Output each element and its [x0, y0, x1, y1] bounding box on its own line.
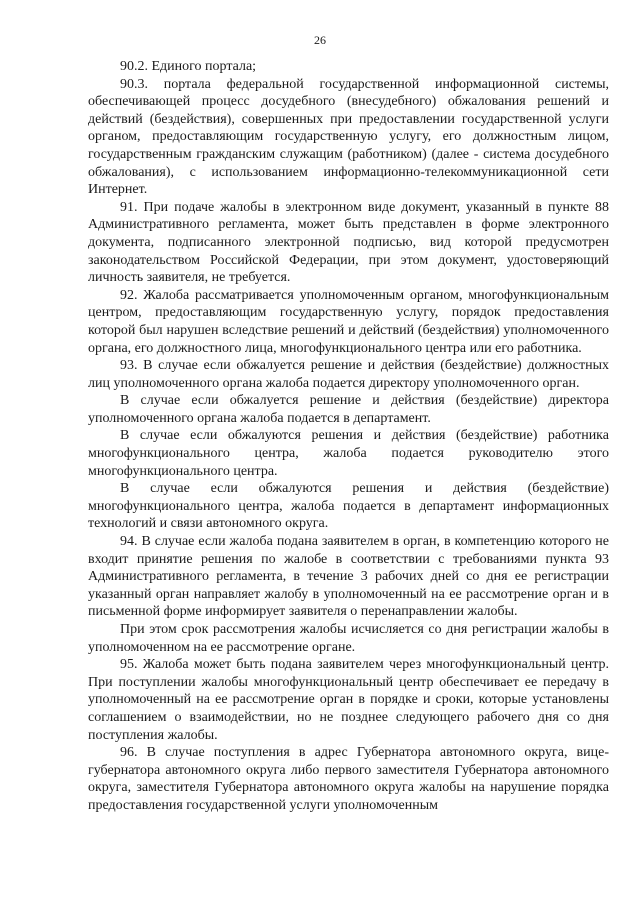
- paragraph: 91. При подаче жалобы в электронном виде документ, указанный в пункте 88 Административного регламента, может быть представлен в форме электронного документа, подписанного электронной подписью, вид которой предусмотрен законодательством Российской Федерации, при этом документ, удостоверяющий личность заявителя, не требуется.: [88, 199, 609, 286]
- paragraph: 94. В случае если жалоба подана заявителем в орган, в компетенцию которого не входит принятие решения по жалобе в соответствии с требованиями пункта 93 Административного регламента, в течение 3 рабочих дней со дня ее регистрации указанный орган направляет жалобу в уполномоченный на ее рассмотрение орган и в письменной форме информирует заявителя о перенаправлении жалобы.: [88, 534, 609, 620]
- paragraph: 90.3. портала федеральной государственной информационной системы, обеспечивающей процесс досудебного (внесудебного) обжалования решений и действий (бездействия), совершенных при предоставлении государственной услуги органом, предоставляющим государственную услугу, его должностным лицом, государственным гражданским служащим (работником) (далее - система досудебного обжалования), с использованием информационно-телекоммуникационной сети Интернет.: [88, 76, 609, 198]
- paragraph: 90.2. Единого портала;: [120, 59, 257, 74]
- page-number: 26: [314, 33, 326, 47]
- paragraph: 93. В случае если обжалуется решение и действия (бездействие) должностных лиц уполномоченного органа жалоба подается директору уполномоченного орган.: [88, 358, 609, 391]
- paragraph: В случае если обжалуются решения и действия (бездействие) работника многофункционального центра, жалоба подается руководителю этого многофункционального центра.: [88, 428, 609, 479]
- paragraph: В случае если обжалуются решения и действия (бездействие) многофункционального центра, жалоба подается в департамент информационных технологий и связи автономного округа.: [88, 481, 609, 532]
- paragraph: 92. Жалоба рассматривается уполномоченным органом, многофункциональным центром, предоставляющим государственную услугу, порядок предоставления которой был нарушен вследствие решений и действий (бездействия) уполномоченного органа, его должностного лица, многофункционального центра или его работника.: [88, 287, 609, 356]
- paragraph: 95. Жалоба может быть подана заявителем через многофункциональный центр. При поступлении жалобы многофункциональный центр обеспечивает ее передачу в уполномоченный на ее рассмотрение орган в порядке и сроки, которые установлены соглашением о взаимодействии, но не позднее следующего рабочего дня со дня поступления жалобы.: [88, 657, 609, 743]
- paragraph: В случае если обжалуется решение и действия (бездействие) директора уполномоченного органа жалоба подается в департамент.: [88, 393, 609, 426]
- document-body: [88, 58, 609, 815]
- paragraph: При этом срок рассмотрения жалобы исчисляется со дня регистрации жалобы в уполномоченном на ее рассмотрение органе.: [88, 622, 609, 655]
- paragraph: 96. В случае поступления в адрес Губернатора автономного округа, вице-губернатора автономного округа либо первого заместителя Губернатора автономного округа, заместителя Губернатора автономного округа жалобы на нарушение порядка предоставления государственной услуги уполномоченным: [88, 745, 609, 813]
